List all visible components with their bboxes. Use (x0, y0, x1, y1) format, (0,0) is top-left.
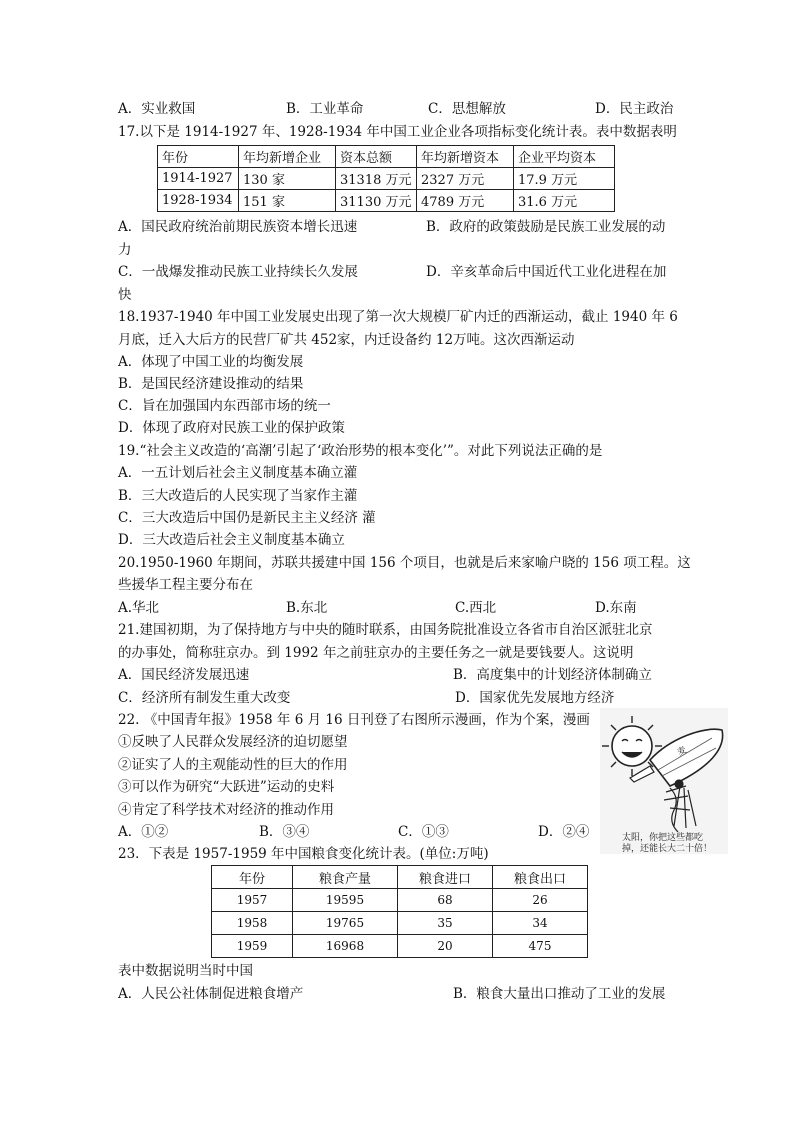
cartoon-caption-line1: 太阳，你把这些都吃 (622, 833, 704, 843)
table-header-cell: 年均新增资本 (417, 146, 514, 168)
table-cell: 35 (398, 912, 493, 935)
q19-option-c: C．三大改造后中国仍是新民主主义经济 灌 (118, 510, 376, 526)
table-header-cell: 粮食产量 (293, 866, 398, 889)
table-cell: 1958 (212, 912, 293, 935)
table-row (158, 168, 615, 190)
q23-option-a: A．人民公社体制促进粮食增产 (118, 986, 304, 1002)
table-row (212, 935, 588, 958)
q17-option-c: C．一战爆发推动民族工业持续长久发展 (118, 264, 358, 280)
q16-option-b: B．工业革命 (286, 101, 364, 117)
cartoon-caption-line2: 掉，还能长大二十倍！ (622, 844, 713, 854)
q21-stem-line1: 21.建国初期，为了保持地方与中央的随时联系，由国务院批准设立各省市自治区派驻北京 (118, 622, 653, 638)
q22-option-d: D．②④ (538, 824, 590, 840)
table-header-row (158, 146, 615, 168)
q22-item-4: ④肯定了科学技术对经济的推动作用 (118, 802, 334, 818)
table-header-cell: 资本总额 (336, 146, 417, 168)
q18-option-a: A．体现了中国工业的均衡发展 (118, 354, 304, 370)
q16-option-a: A．实业救国 (118, 101, 196, 117)
q18-stem-line2: 月底，迁入大后方的民营厂矿共 452家，内迁设备约 12万吨。这次西渐运动 (118, 332, 575, 348)
table-cell: 130 家 (239, 168, 336, 190)
q22-option-c: C．①③ (398, 824, 449, 840)
q22-stem: 22. 《中国青年报》1958 年 6 月 16 日刊登了右图所示漫画，作为个案，漫画 (118, 712, 590, 728)
table-cell: 17.9 万元 (514, 168, 615, 190)
table-cell: 26 (493, 889, 588, 912)
q17-table (157, 145, 615, 212)
q21-option-c: C．经济所有制发生重大改变 (118, 690, 291, 706)
q22-item-2: ②证实了人的主观能动性的巨大的作用 (118, 757, 348, 773)
q16-option-d: D．民主政治 (595, 101, 674, 117)
table-cell: 1914-1927 (158, 168, 239, 190)
q23-after-text: 表中数据说明当时中国 (118, 963, 253, 979)
table-cell: 2327 万元 (417, 168, 514, 190)
table-cell: 151 家 (239, 190, 336, 212)
q20-option-d: D.东南 (595, 600, 637, 616)
q17-stem: 17.以下是 1914-1927 年、1928-1934 年中国工业企业各项指标变化统计表。表中数据表明 (118, 124, 677, 140)
q21-option-a: A．国民经济发展迅速 (118, 667, 250, 683)
table-cell: 475 (493, 935, 588, 958)
q18-option-c: C．旨在加强国内东西部市场的统一 (118, 398, 331, 414)
q22-item-3: ③可以作为研究“大跃进”运动的史料 (118, 779, 335, 795)
q20-stem-line1: 20.1950-1960 年期间，苏联共援建中国 156 个项目，也就是后来家喻户晓的 156 项工程。这 (118, 555, 691, 571)
table-cell: 4789 万元 (417, 190, 514, 212)
table-header-cell: 粮食出口 (493, 866, 588, 889)
q20-option-a: A.华北 (118, 600, 160, 616)
q20-option-c: C.西北 (455, 600, 497, 616)
cartoon-illustration (600, 708, 728, 854)
q21-stem-line2: 的办事处，简称驻京办。到 1992 年之前驻京办的主要任务之一就是要钱要人。这说明 (118, 645, 634, 661)
table-header-row (212, 866, 588, 889)
table-cell: 31.6 万元 (514, 190, 615, 212)
svg-text:麦: 麦 (675, 745, 689, 759)
q23-option-b: B．粮食大量出口推动了工业的发展 (453, 986, 666, 1002)
q22-option-a: A．①② (118, 824, 169, 840)
q17-option-d-wrap: 快 (118, 287, 132, 303)
table-header-cell: 粮食进口 (398, 866, 493, 889)
q22-option-b: B．③④ (259, 824, 310, 840)
q18-option-d: D．体现了政府对民族工业的保护政策 (118, 420, 345, 436)
q18-stem-line1: 18.1937-1940 年中国工业发展史出现了第一次大规模厂矿内迁的西渐运动，截止 1940 年 6 (118, 309, 678, 325)
q21-option-d: D．国家优先发展地方经济 (455, 690, 615, 706)
q17-option-b: B．政府的政策鼓励是民族工业发展的动 (426, 219, 666, 235)
q20-stem-line2: 些援华工程主要分布在 (118, 577, 253, 593)
q19-option-b: B．三大改造后的人民实现了当家作主灌 (118, 488, 358, 504)
table-cell: 20 (398, 935, 493, 958)
table-cell: 19595 (293, 889, 398, 912)
table-cell: 68 (398, 889, 493, 912)
table-cell: 1959 (212, 935, 293, 958)
table-row (212, 889, 588, 912)
table-header-cell: 年均新增企业 (239, 146, 336, 168)
table-cell: 34 (493, 912, 588, 935)
q20-option-b: B.东北 (286, 600, 328, 616)
table-header-cell: 年份 (158, 146, 239, 168)
table-row (212, 912, 588, 935)
table-header-cell: 年份 (212, 866, 293, 889)
q19-option-a: A．一五计划后社会主义制度基本确立灌 (118, 465, 358, 481)
q21-option-b: B．高度集中的计划经济体制确立 (453, 667, 652, 683)
q22-item-1: ①反映了人民群众发展经济的迫切愿望 (118, 734, 348, 750)
q17-option-d: D．辛亥革命后中国近代工业化进程在加 (426, 264, 667, 280)
cartoon-drawing (600, 708, 728, 854)
q17-option-a: A．国民政府统治前期民族资本增长迅速 (118, 219, 358, 235)
table-cell: 1957 (212, 889, 293, 912)
table-cell: 16968 (293, 935, 398, 958)
q17-option-b-wrap: 力 (118, 242, 132, 258)
q16-option-c: C．思想解放 (428, 101, 506, 117)
q19-stem: 19.“社会主义改造的‘高潮’引起了‘政治形势的根本变化’”。对此下列说法正确的是 (118, 443, 603, 459)
table-cell: 19765 (293, 912, 398, 935)
table-cell: 1928-1934 (158, 190, 239, 212)
q18-option-b: B．是国民经济建设推动的结果 (118, 376, 304, 392)
q19-option-d: D．三大改造后社会主义制度基本确立 (118, 532, 345, 548)
table-cell: 31130 万元 (336, 190, 417, 212)
q23-stem: 23．下表是 1957-1959 年中国粮食变化统计表。(单位:万吨) (118, 846, 489, 862)
table-header-cell: 企业平均资本 (514, 146, 615, 168)
table-cell: 31318 万元 (336, 168, 417, 190)
q23-table (211, 865, 588, 958)
table-row (158, 190, 615, 212)
